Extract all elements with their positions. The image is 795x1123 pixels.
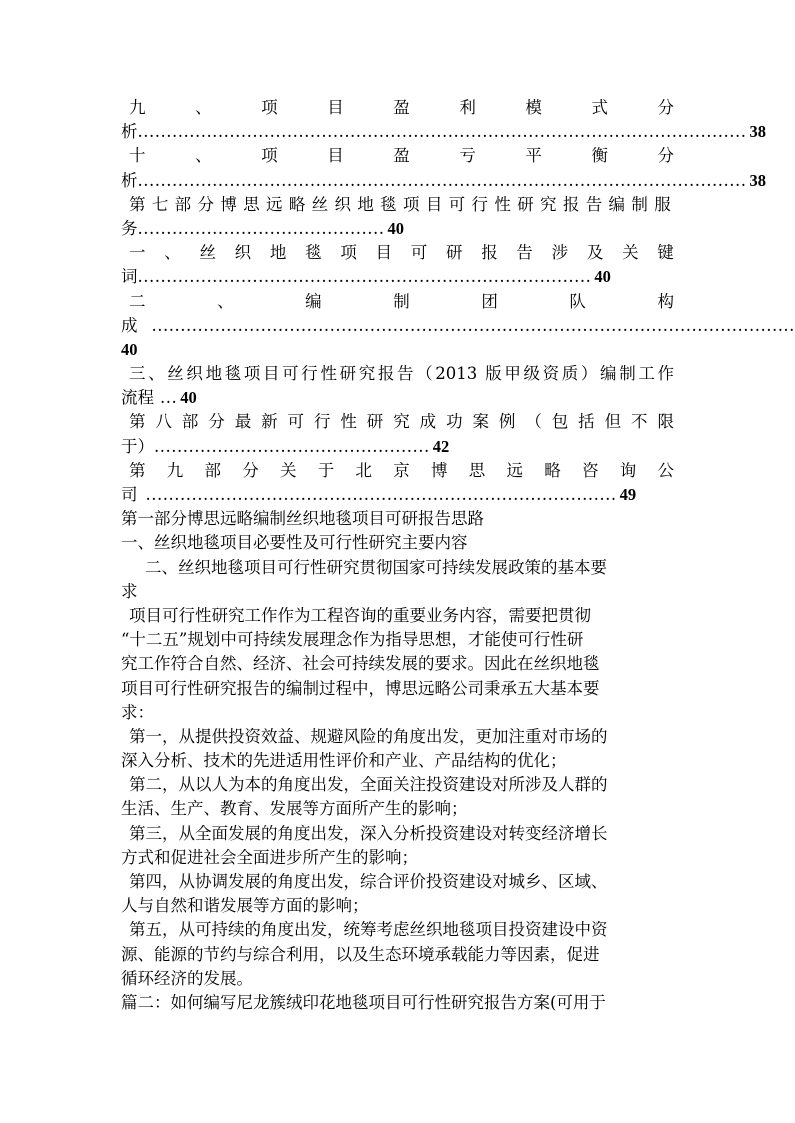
toc-part-7-item-2-leader[interactable] bbox=[121, 314, 795, 338]
toc-part-7-item-3-leader[interactable] bbox=[121, 386, 674, 410]
paragraph-line: 方式和促进社会全面进步所产生的影响； bbox=[121, 847, 418, 867]
toc-title-char: 可 bbox=[287, 412, 305, 432]
toc-part-7-page: 40 bbox=[387, 218, 405, 238]
toc-title-char: 目 bbox=[375, 243, 393, 263]
toc-part-7-item-2-page: 40 bbox=[121, 339, 138, 359]
toc-title-char: 盈 bbox=[393, 146, 410, 166]
chapter-2-heading: 篇二：如何编写尼龙簇绒印花地毯项目可行性研究报告方案(可用于 bbox=[121, 992, 606, 1012]
toc-title-char: 公 bbox=[657, 460, 674, 480]
toc-title-char: 部 bbox=[204, 460, 221, 480]
toc-part-7-dots: ........................................... bbox=[137, 218, 385, 238]
toc-part-7-item-3-dots: ... bbox=[160, 388, 178, 408]
toc-title-char: 式 bbox=[591, 98, 608, 117]
toc-title-char: 目 bbox=[327, 98, 344, 117]
toc-title-char: 新 bbox=[261, 412, 278, 432]
toc-part-7-item-2-tail: 成 bbox=[121, 315, 138, 335]
toc-title-char: 例 bbox=[498, 412, 516, 432]
toc-title-char: 关 bbox=[622, 243, 639, 263]
toc-title-char: 构 bbox=[657, 291, 674, 311]
toc-part-8-leader[interactable] bbox=[121, 435, 674, 459]
paragraph-line: “十二五”规划中可持续发展理念作为指导思想，才能使可行性研 bbox=[121, 630, 584, 650]
toc-part-8-title[interactable] bbox=[121, 410, 674, 434]
toc-title-char: 盈 bbox=[393, 98, 410, 117]
toc-title-char: 二 bbox=[129, 291, 146, 311]
toc-title-char: 编 bbox=[305, 291, 322, 311]
paragraph-line: 第四，从协调发展的角度出发，综合评价投资建设对城乡、区域、 bbox=[129, 872, 608, 891]
paragraph-line: 项目可行性研究工作作为工程咨询的重要业务内容，需要把贯彻 bbox=[129, 605, 591, 625]
section-2-heading-line-2: 求 bbox=[121, 581, 138, 601]
paragraph-line: 人与自然和谐发展等方面的影响； bbox=[121, 896, 369, 916]
toc-item-10-dots: .......................................................................................................... bbox=[137, 170, 747, 190]
toc-part-7-item-1-page: 40 bbox=[594, 267, 611, 287]
toc-title-char: 究 bbox=[393, 412, 410, 432]
toc-item-10-title[interactable] bbox=[121, 144, 674, 168]
toc-title-char: 分 bbox=[208, 412, 225, 432]
toc-part-7-leader[interactable] bbox=[121, 217, 674, 241]
paragraph-line: 第二，从以人为本的角度出发，全面关注投资建设对所涉及人群的 bbox=[129, 775, 608, 795]
toc-title-char: 思 bbox=[468, 460, 486, 480]
toc-title-char: 行 bbox=[313, 412, 331, 432]
toc-title-char: 项 bbox=[261, 98, 278, 117]
toc-title-char: 一 bbox=[129, 243, 146, 263]
toc-title-char: 研 bbox=[445, 243, 463, 263]
toc-title-char: 功 bbox=[446, 412, 463, 432]
toc-title-char: 九 bbox=[166, 460, 184, 480]
toc-part-7-item-1-leader[interactable] bbox=[121, 265, 674, 289]
toc-title-char: 关 bbox=[280, 460, 297, 480]
document-page bbox=[121, 96, 795, 1015]
toc-title-char: 告 bbox=[516, 243, 533, 263]
toc-title-char: 、 bbox=[217, 291, 234, 311]
toc-item-9-tail: 析 bbox=[121, 122, 138, 142]
toc-title-char: 亏 bbox=[459, 146, 476, 166]
toc-title-char: 毯 bbox=[305, 243, 322, 263]
toc-title-char: 询 bbox=[619, 460, 637, 480]
toc-title-char: 报 bbox=[481, 243, 498, 263]
toc-title-char: 研 bbox=[366, 412, 384, 432]
part-1-heading: 第一部分博思远略编制丝织地毯项目可研报告思路 bbox=[121, 509, 484, 529]
toc-part-9-tail: 司 bbox=[121, 485, 138, 504]
toc-title-char: 案 bbox=[472, 412, 489, 432]
toc-part-7-item-2-title[interactable] bbox=[121, 290, 674, 314]
toc-title-char: 分 bbox=[657, 98, 674, 117]
toc-title-char: 不 bbox=[631, 412, 648, 432]
toc-part-7-item-3-page: 40 bbox=[180, 388, 197, 408]
toc-part-9-dots: .................................................................................. bbox=[145, 485, 617, 504]
toc-title-char: 及 bbox=[586, 243, 604, 263]
paragraph-line: 生活、生产、教育、发展等方面所产生的影响； bbox=[121, 799, 468, 819]
toc-title-char: 八 bbox=[155, 412, 172, 432]
paragraph-line: 循环经济的发展。 bbox=[121, 968, 253, 988]
paragraph-line: 第一，从提供投资效益、规避风险的角度出发，更加注重对市场的 bbox=[129, 726, 608, 746]
toc-title-char: 地 bbox=[269, 243, 287, 263]
toc-title-char: 远 bbox=[506, 460, 523, 480]
toc-title-char: 包 bbox=[551, 412, 569, 432]
toc-title-char: 丝 bbox=[199, 243, 216, 263]
toc-part-7-item-3-tail: 流程 bbox=[121, 388, 154, 408]
paragraph-line: 深入分析、技术的先进适用性评价和产业、产品结构的优化； bbox=[121, 751, 567, 771]
toc-title-char: 十 bbox=[129, 146, 146, 166]
toc-title-char: 队 bbox=[569, 291, 586, 311]
toc-part-7-item-2-page-line bbox=[121, 338, 674, 362]
toc-part-9-leader[interactable] bbox=[121, 483, 674, 507]
toc-title-char: 可 bbox=[410, 243, 428, 263]
paragraph-line: 第五，从可持续的角度出发，统筹考虑丝织地毯项目投资建设中资 bbox=[129, 920, 608, 940]
point-2 bbox=[121, 773, 674, 821]
toc-item-9-dots: .......................................................................................................... bbox=[137, 122, 747, 142]
toc-item-10-leader[interactable] bbox=[121, 169, 766, 193]
toc-title-char: 咨 bbox=[582, 460, 599, 480]
toc-title-char: 键 bbox=[657, 243, 674, 263]
toc-title-char: 成 bbox=[419, 412, 437, 432]
toc-title-char: 博 bbox=[431, 460, 448, 480]
section-1-heading: 一、丝织地毯项目必要性及可行性研究主要内容 bbox=[121, 533, 468, 553]
toc-title-char: 第 bbox=[129, 412, 146, 432]
toc-part-9-title[interactable] bbox=[121, 459, 674, 483]
paragraph-line: 第三，从全面发展的角度出发，深入分析投资建设对转变经济增长 bbox=[129, 823, 608, 843]
toc-title-char: 项 bbox=[261, 146, 278, 166]
toc-title-char: 性 bbox=[340, 412, 357, 432]
paragraph-line: 项目可行性研究报告的编制过程中，博思远略公司秉承五大基本要 bbox=[121, 678, 600, 698]
toc-title-char: 、 bbox=[195, 98, 212, 117]
toc-item-10-page: 38 bbox=[749, 170, 766, 190]
toc-title-char: 织 bbox=[234, 243, 252, 263]
toc-part-7-item-1-title[interactable] bbox=[121, 241, 674, 265]
toc-item-9-leader[interactable] bbox=[121, 120, 766, 144]
toc-title-char: （ bbox=[525, 412, 542, 432]
toc-title-char: 项 bbox=[340, 243, 357, 263]
toc-part-7-item-1-tail: 词 bbox=[121, 267, 138, 287]
toc-title-char: 第 bbox=[129, 460, 146, 480]
toc-title-char: 北 bbox=[355, 460, 372, 480]
toc-part-8-tail: 于） bbox=[121, 436, 154, 456]
toc-title-char: 九 bbox=[129, 98, 146, 117]
toc-title-char: 京 bbox=[393, 460, 410, 480]
toc-title-char: 但 bbox=[604, 412, 622, 432]
toc-part-7-item-1-dots: ............................................................................... bbox=[137, 267, 592, 287]
toc-title-char: 、 bbox=[195, 146, 212, 166]
point-1 bbox=[121, 725, 674, 773]
toc-part-7-item-3-title[interactable]: 三、丝织地毯项目可行性研究报告（2013 版甲级资质）编制工作 bbox=[129, 364, 674, 384]
toc-title-char: 、 bbox=[164, 243, 181, 263]
toc-title-char: 团 bbox=[481, 291, 498, 311]
toc-title-char: 分 bbox=[242, 460, 259, 480]
section-2-heading-line-1: 二、丝织地毯项目可行性研究贯彻国家可持续发展政策的基本要 bbox=[145, 557, 607, 577]
paragraph-line: 源、能源的节约与综合利用，以及生态环境承载能力等因素，促进 bbox=[121, 944, 600, 964]
toc-title-char: 制 bbox=[393, 291, 410, 311]
paragraph-line: 究工作符合自然、经济、社会可持续发展的要求。因此在丝织地毯 bbox=[121, 654, 600, 674]
toc-title-char: 利 bbox=[459, 98, 476, 117]
toc-part-7-item-2-dots: ................................................................................................................ bbox=[151, 315, 795, 335]
toc-title-char: 略 bbox=[544, 460, 561, 480]
toc-title-char: 平 bbox=[525, 146, 542, 166]
toc-title-char: 部 bbox=[181, 412, 199, 432]
toc-title-char: 目 bbox=[327, 146, 344, 166]
toc-part-8-page: 42 bbox=[432, 436, 450, 456]
point-4 bbox=[121, 870, 674, 918]
toc-item-10-tail: 析 bbox=[121, 170, 138, 190]
toc-part-9-page: 49 bbox=[619, 485, 637, 504]
toc-title-char: 最 bbox=[234, 412, 252, 432]
toc-title-char: 分 bbox=[657, 146, 674, 166]
toc-part-7-tail: 务 bbox=[121, 218, 138, 238]
toc-part-8-dots: ................................................ bbox=[154, 436, 430, 456]
paragraph-line: 求： bbox=[121, 702, 154, 722]
toc-part-7-title[interactable]: 第七部分博思远略丝织地毯项目可行性研究报告编制服 bbox=[129, 194, 674, 214]
intro-paragraph bbox=[121, 604, 674, 725]
point-3 bbox=[121, 822, 674, 870]
toc-item-9-page: 38 bbox=[749, 122, 766, 142]
toc-title-char: 于 bbox=[317, 460, 335, 480]
point-5 bbox=[121, 918, 674, 991]
toc-title-char: 衡 bbox=[591, 146, 608, 166]
toc-item-9-title[interactable] bbox=[121, 96, 674, 120]
toc-title-char: 括 bbox=[578, 412, 595, 432]
toc-title-char: 限 bbox=[657, 412, 674, 432]
toc-title-char: 涉 bbox=[551, 243, 569, 263]
toc-title-char: 模 bbox=[525, 98, 542, 117]
